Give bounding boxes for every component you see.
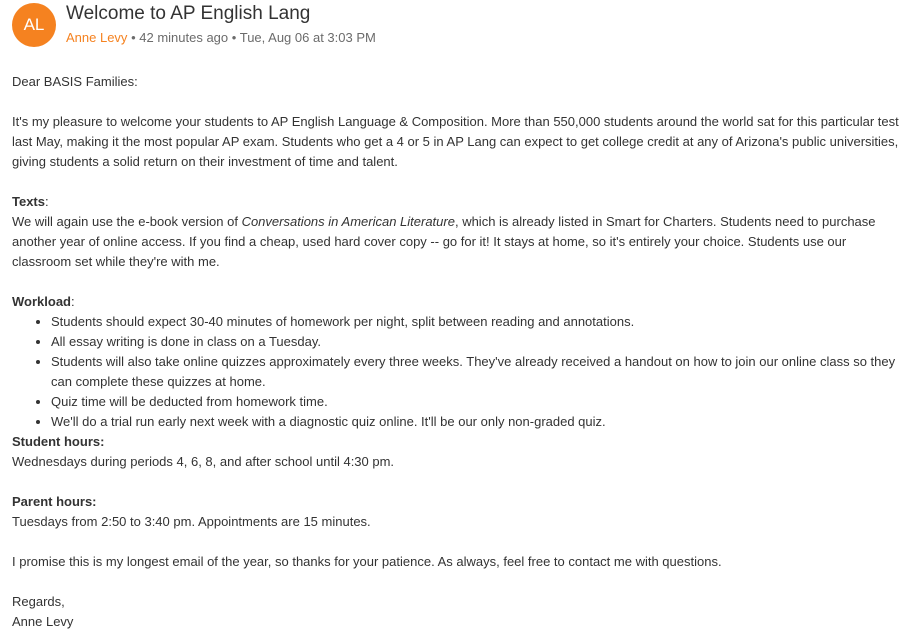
texts-section: Texts:	[12, 194, 49, 209]
workload-section: Workload:	[12, 294, 75, 309]
message-body	[12, 72, 908, 632]
parent-hours-label: Parent hours:	[12, 494, 97, 509]
parent-hours-text: Tuesdays from 2:50 to 3:40 pm. Appointments are 15 minutes.	[12, 514, 371, 529]
message-date: Tue, Aug 06 at 3:03 PM	[239, 30, 376, 45]
meta-separator: •	[131, 30, 136, 45]
list-item: • Quiz time will be deducted from homework time.	[51, 392, 908, 412]
signature: Anne Levy	[12, 614, 74, 629]
relative-time: 42 minutes ago	[139, 30, 229, 45]
list-item: • All essay writing is done in class on a Tuesday.	[51, 332, 908, 352]
regards: Regards,	[12, 594, 65, 609]
student-hours-heading	[12, 432, 908, 452]
closing-paragraph: I promise this is my longest email of the year, so thanks for your patience. As always, feel free to contact me with questions.	[12, 554, 722, 569]
meta-separator: •	[231, 30, 237, 45]
student-hours-text: Wednesdays during periods 4, 6, 8, and after school until 4:30 pm.	[12, 454, 395, 469]
parent-hours-heading	[12, 492, 908, 512]
intro-paragraph: It's my pleasure to welcome your students to AP English Language & Composition. More than 550,000 students around the world sat for this particular test last May, making it the most popular AP exam. Students who get a 4 or 5 in AP Lang can expect to get college credit at any of Arizona's public universities, giving students a solid return on their investment of time and talent.	[12, 114, 899, 169]
workload-list	[12, 312, 908, 432]
texts-post: , which is already listed in Smart for Charters. Students need to purchase another year of online access. If you find a cheap, used hard cover copy -- go for it! It stays at home, so it's entirely your choice. Students use our classroom set while they're with me.	[12, 214, 876, 269]
message-title: Welcome to AP English Lang	[66, 3, 311, 24]
message-header	[12, 3, 376, 47]
author-link[interactable]: Anne Levy	[66, 30, 128, 45]
workload-heading: Workload	[12, 294, 71, 309]
book-title: Conversations in American Literature	[241, 214, 455, 229]
list-item: • Students will also take online quizzes approximately every three weeks. They've already received a handout on how to join our online class so they can complete these quizzes at home.	[51, 352, 908, 392]
texts-heading: Texts	[12, 194, 45, 209]
list-item: • Students should expect 30-40 minutes of homework per night, split between reading and annotations.	[51, 312, 908, 332]
texts-pre: We will again use the e-book version of	[12, 214, 242, 229]
greeting: Dear BASIS Families:	[12, 74, 138, 89]
avatar[interactable]: AL	[12, 3, 56, 47]
student-hours-label: Student hours:	[12, 434, 105, 449]
message-meta	[66, 29, 376, 47]
texts-paragraph	[12, 212, 908, 272]
header-text	[66, 3, 376, 47]
list-item: • We'll do a trial run early next week with a diagnostic quiz online. It'll be our only non-graded quiz.	[51, 412, 908, 432]
